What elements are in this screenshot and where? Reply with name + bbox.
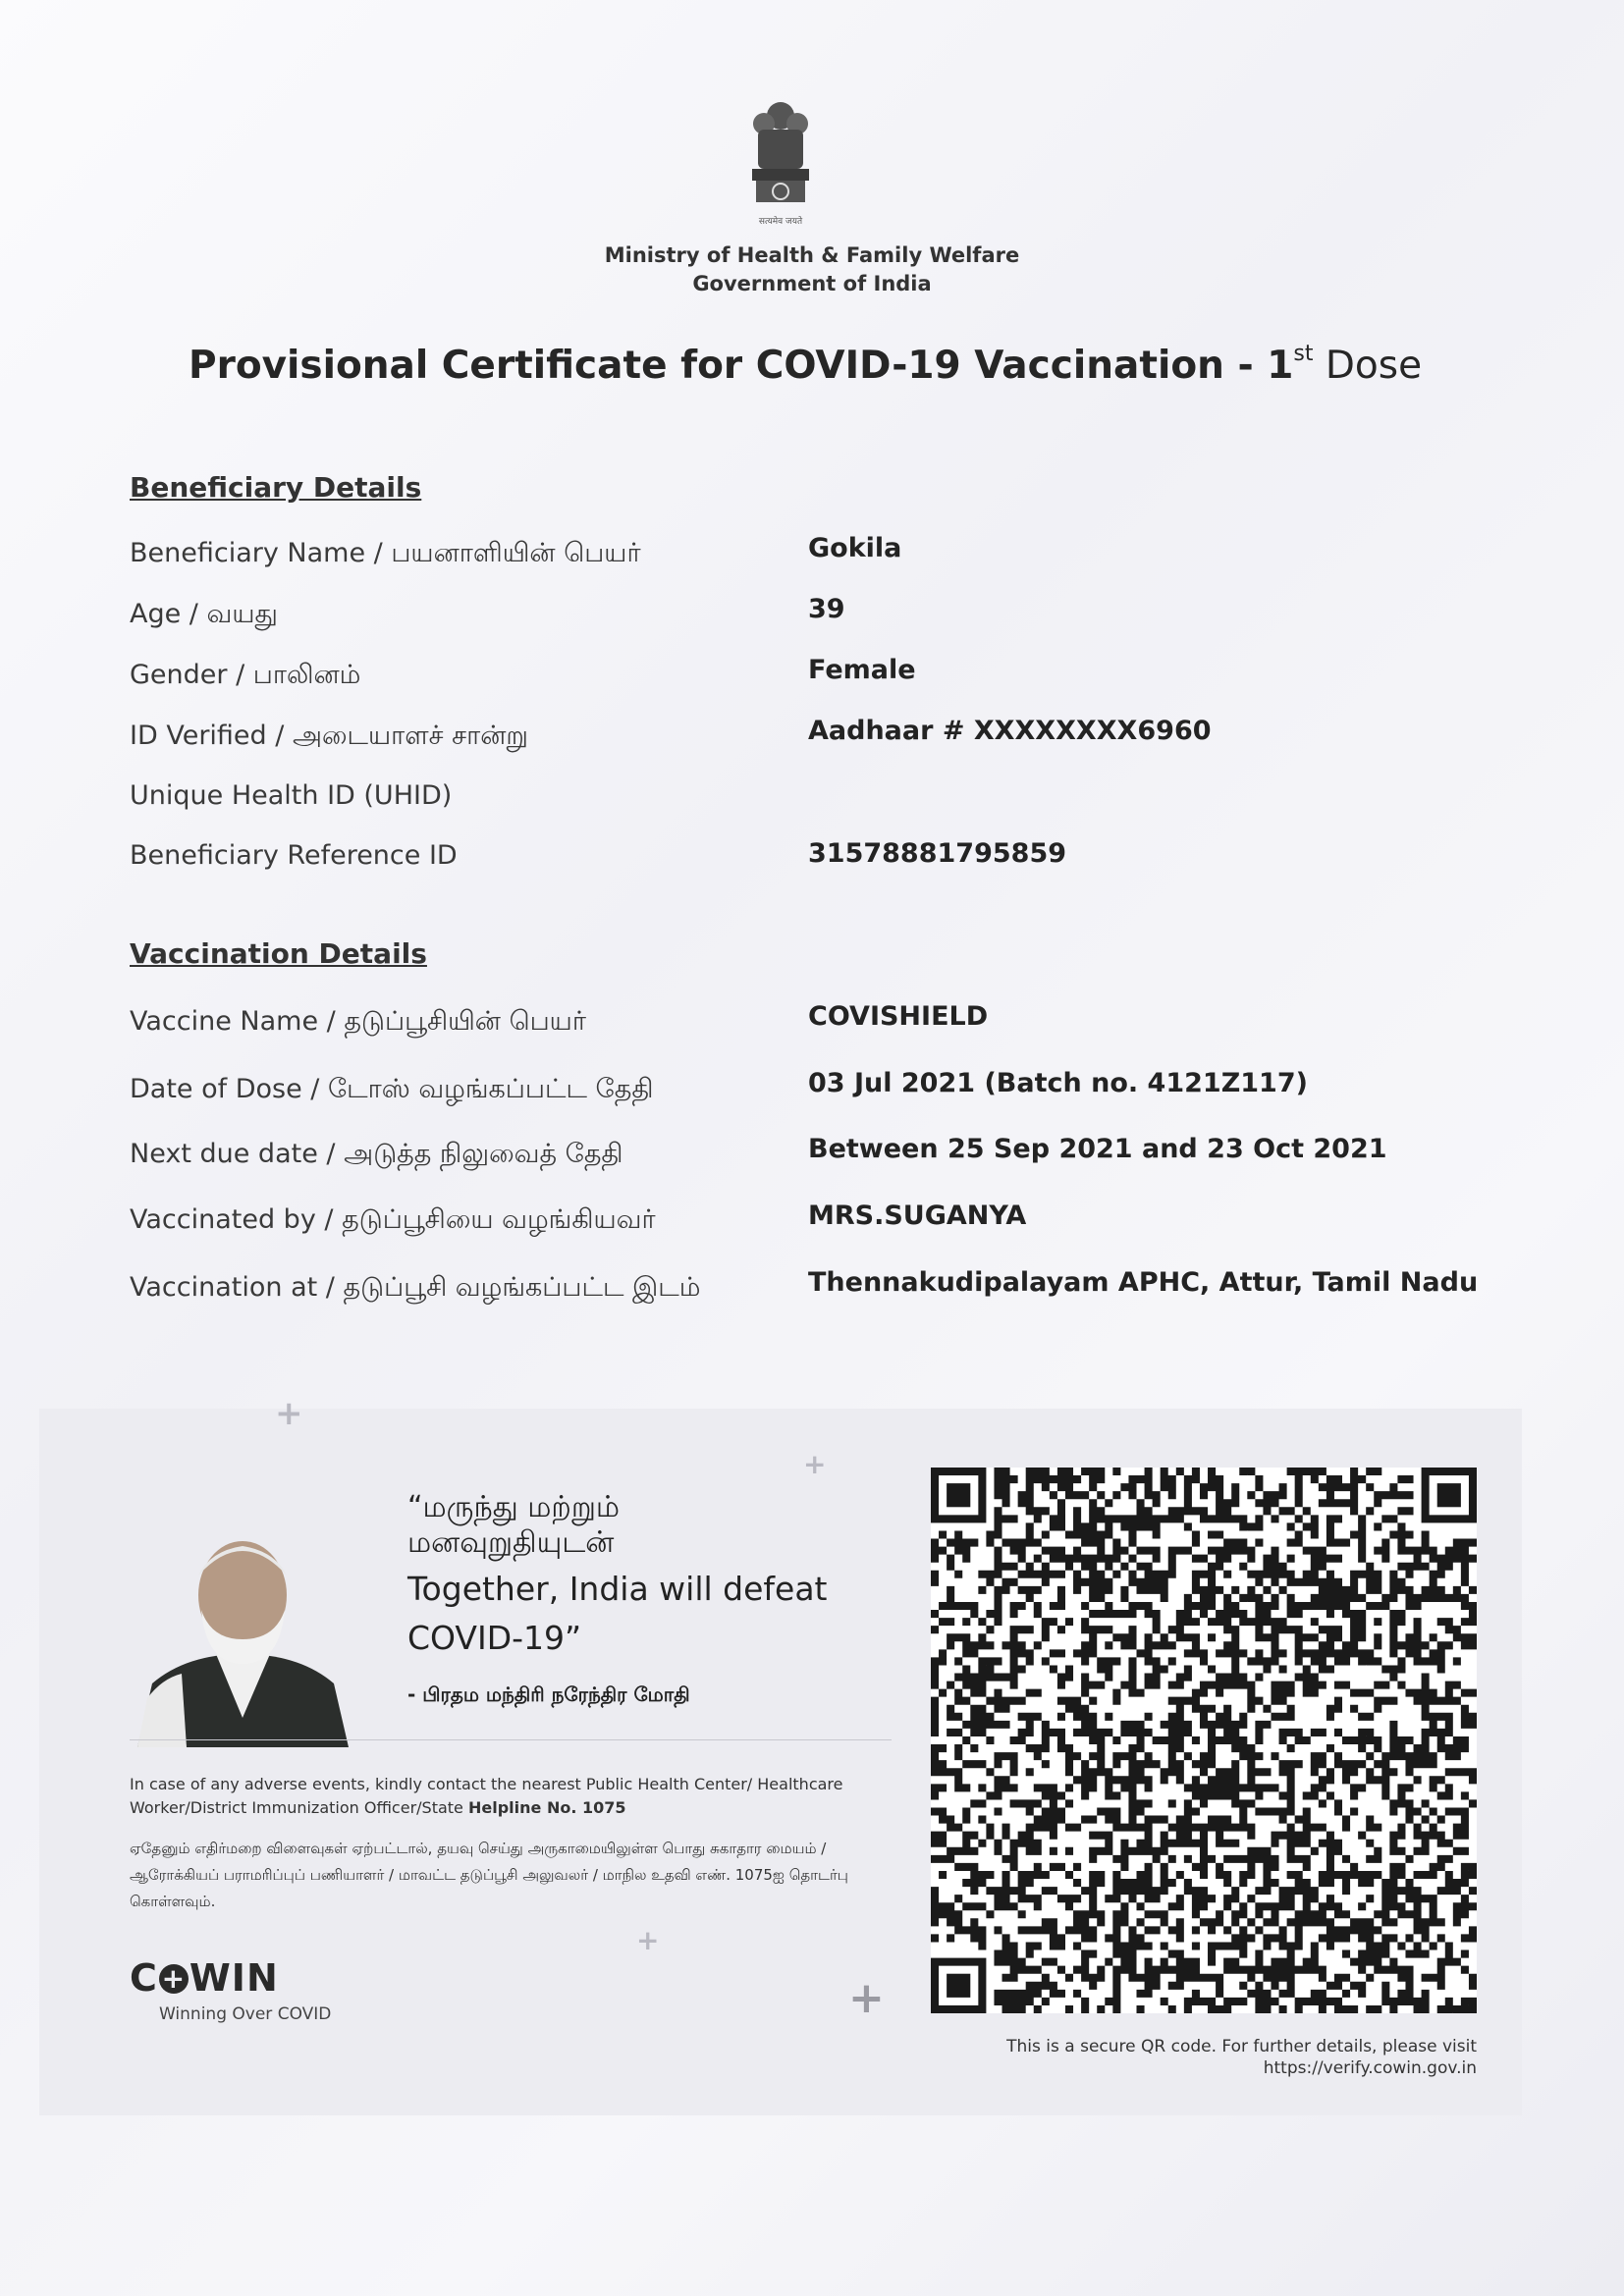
beneficiary-heading: Beneficiary Details — [130, 471, 422, 504]
vaccinated-by-label: Vaccinated by / தடுப்பூசியை வழங்கியவர் — [130, 1204, 656, 1235]
plus-decoration-icon: + — [848, 1973, 885, 2023]
quote-tamil — [407, 1490, 620, 1561]
id-verified-label: ID Verified / அடையாளச் சான்று — [130, 721, 528, 751]
plus-decoration-icon: + — [803, 1448, 827, 1480]
gender-value: Female — [808, 655, 916, 685]
beneficiary-name-value: Gokila — [808, 533, 902, 563]
qr-verify-link[interactable]: https://verify.cowin.gov.in — [1263, 2058, 1477, 2078]
quote-english — [407, 1565, 828, 1663]
quote-tamil-line1: “மருந்து மற்றும் — [407, 1490, 621, 1524]
vaccination-at-value: Thennakudipalayam APHC, Attur, Tamil Nadu — [808, 1267, 1479, 1298]
ministry-name: Ministry of Health & Family Welfare — [604, 243, 1020, 267]
adverse-event-note-english — [130, 1773, 895, 1820]
age-label: Age / வயது — [130, 599, 278, 629]
vaccinated-by-value: MRS.SUGANYA — [808, 1201, 1027, 1231]
cowin-tagline: Winning Over COVID — [159, 2004, 332, 2024]
vaccine-name-label: Vaccine Name / தடுப்பூசியின் பெயர் — [130, 1006, 586, 1037]
id-verified-value: Aadhaar # XXXXXXXX6960 — [808, 716, 1212, 746]
vaccine-name-value: COVISHIELD — [808, 1001, 989, 1032]
qr-note — [923, 2036, 1477, 2079]
dose-date-label: Date of Dose / டோஸ் வழங்கப்பட்ட தேதி — [130, 1074, 654, 1104]
verification-qr-code — [931, 1468, 1477, 2013]
title-dose: Dose — [1313, 344, 1423, 388]
plus-decoration-icon: + — [636, 1924, 660, 1956]
medical-cross-icon: + — [159, 1964, 189, 1994]
certificate-title — [189, 344, 1422, 388]
quote-tamil-line2: மனவுறுதியுடன் — [407, 1525, 615, 1560]
dose-date-value: 03 Jul 2021 (Batch no. 4121Z117) — [808, 1068, 1308, 1098]
government-name: Government of India — [692, 272, 932, 295]
emblem-caption: सत्यमेव जयते — [758, 217, 803, 227]
vaccination-heading: Vaccination Details — [130, 937, 427, 970]
plus-decoration-icon: + — [275, 1394, 303, 1433]
cowin-logo-c: C — [130, 1956, 158, 2000]
qr-note-text: This is a secure QR code. For further details, please visit — [1006, 2037, 1477, 2056]
gender-label: Gender / பாலினம் — [130, 660, 361, 690]
ministry-heading — [0, 241, 1624, 298]
title-main: Provisional Certificate for COVID-19 Vaccination - 1 — [189, 344, 1294, 388]
quote-english-line1: Together, India will defeat — [407, 1570, 828, 1608]
vaccination-at-label: Vaccination at / தடுப்பூசி வழங்கப்பட்ட இடம் — [130, 1272, 701, 1303]
adverse-event-text: In case of any adverse events, kindly contact the nearest Public Health Center/ Healthcare Worker/District Immunization Officer/State — [130, 1775, 843, 1817]
state-emblem-icon — [736, 94, 825, 227]
beneficiary-name-label: Beneficiary Name / பயனாளியின் பெயர் — [130, 538, 641, 568]
reference-id-label: Beneficiary Reference ID — [130, 840, 458, 871]
portrait-image — [128, 1517, 358, 1747]
qr-finder-pattern — [947, 1974, 970, 1998]
quote-signature: - பிரதம மந்திரி நரேந்திர மோதி — [407, 1682, 690, 1706]
reference-id-value: 31578881795859 — [808, 838, 1067, 869]
cowin-logo — [130, 1956, 279, 2000]
age-value: 39 — [808, 594, 845, 624]
qr-finder-pattern — [947, 1483, 970, 1507]
title-ordinal: st — [1293, 342, 1314, 366]
qr-modules — [931, 1468, 1477, 2013]
helpline-number: Helpline No. 1075 — [467, 1798, 626, 1817]
cowin-logo-text: WIN — [189, 1956, 279, 2000]
qr-finder-pattern — [1437, 1483, 1461, 1507]
adverse-event-note-tamil: ஏதேனும் எதிர்மறை விளைவுகள் ஏற்பட்டால், தயவு செய்து அருகாமையிலுள்ள பொது சுகாதார மையம் / ஆரோக்கியப் பராமரிப்புப் பணியாளர் / மாவட்ட தடுப்பூசி அலுவலர் / மாநில உதவி எண். 1075ஐ தொடர்பு கொள்ளவும். — [130, 1840, 848, 1910]
next-due-label: Next due date / அடுத்த நிலுவைத் தேதி — [130, 1139, 623, 1169]
next-due-value: Between 25 Sep 2021 and 23 Oct 2021 — [808, 1134, 1387, 1164]
divider — [130, 1739, 892, 1740]
uhid-label: Unique Health ID (UHID) — [130, 780, 453, 811]
quote-english-line2: COVID-19” — [407, 1619, 582, 1657]
